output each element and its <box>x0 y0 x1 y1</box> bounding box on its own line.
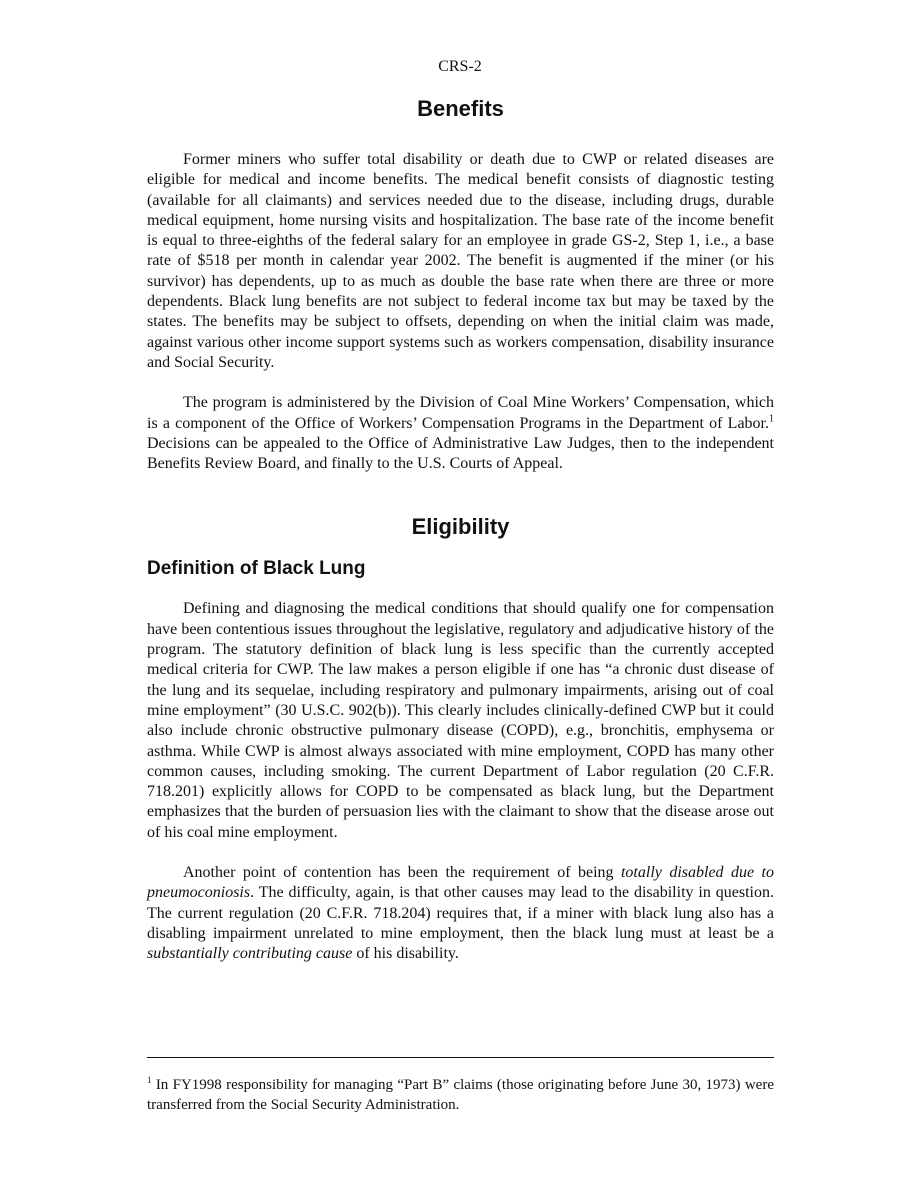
footnote <box>147 1075 774 1115</box>
benefits-paragraph-2 <box>147 393 774 474</box>
footnote-text: In FY1998 responsibility for managing “Part B” claims (those originating before June 30, 1973) were transferred from the Social Security Administration. <box>147 1077 774 1113</box>
footnote-reference: 1 <box>769 413 774 425</box>
benefits-paragraph-2-text: The program is administered by the Division of Coal Mine Workers’ Compensation, which is a component of the Office of Workers’ Compensation Programs in the Department of Labor. <box>147 394 774 432</box>
page-body <box>147 94 774 965</box>
benefits-heading: Benefits <box>417 96 504 121</box>
page-number: CRS-2 <box>438 58 482 75</box>
eligibility-paragraph-2 <box>147 863 774 964</box>
benefits-paragraph-2-text-cont: Decisions can be appealed to the Office of Administrative Law Judges, then to the independent Benefits Review Board, and finally to the U.S. Courts of Appeal. <box>147 434 774 473</box>
eligibility-heading: Eligibility <box>411 514 510 540</box>
benefits-paragraph-1: Former miners who suffer total disability or death due to CWP or related diseases are eligible for medical and income benefits. The medical benefit consists of diagnostic testing (available for all claimants) and services needed due to the disease, including drugs, durable medical equipment, home nursing visits and hospitalization. The base rate of the income benefit is equal to three-eighths of the federal salary for an employee in grade GS-2, Step 1, i.e., a base rate of $518 per month in calendar year 2002. The benefit is augmented if the miner (or his survivor) has dependents, up to as much as double the base rate when there are three or more dependents. Black lung benefits are not subject to federal income tax but may be taxed by the states. The benefits may be subject to offsets, depending on when the initial claim was made, against various other income support systems such as workers compensation, disability insurance and Social Security. <box>147 151 774 371</box>
footnote-marker: 1 <box>147 1075 152 1085</box>
eligibility-paragraph-2-text-cont: . The difficulty, again, is that other causes may lead to the disability in question. The current regulation (20 C.F.R. 718.204) requires that, if a miner with black lung also has a disabling impairment unrelated to mine employment, then the black lung must at least be a <box>147 884 774 942</box>
emphasis-totally-disabled: totally disabled due to pneumoconiosis <box>147 864 774 902</box>
footnote-divider <box>147 1057 774 1058</box>
emphasis-contributing-cause: substantially contributing cause <box>147 945 353 963</box>
definition-subheading: Definition of Black Lung <box>147 558 366 580</box>
eligibility-paragraph-2-text-end: of his disability. <box>352 945 459 963</box>
eligibility-paragraph-1: Defining and diagnosing the medical conditions that should qualify one for compensation have been contentious issues throughout the legislative, regulatory and adjudicative history of the program. The statutory definition of black lung is less specific than the currently accepted medical criteria for CWP. The law makes a person eligible if one has “a chronic dust disease of the lung and its sequelae, including respiratory and pulmonary impairments, arising out of coal mine employment” (30 U.S.C. 902(b)). This clearly includes clinically-defined CWP but it could also include chronic obstructive pulmonary disease (COPD), e.g., bronchitis, emphysema or asthma. While CWP is almost always associated with mine employment, COPD has many other common causes, including smoking. The current Department of Labor regulation (20 C.F.R. 718.201) explicitly allows for COPD to be compensated as black lung, but the Department emphasizes that the burden of persuasion lies with the claimant to show that the disease arose out of his coal mine employment. <box>147 600 774 841</box>
eligibility-paragraph-2-text: Another point of contention has been the requirement of being <box>183 864 621 882</box>
